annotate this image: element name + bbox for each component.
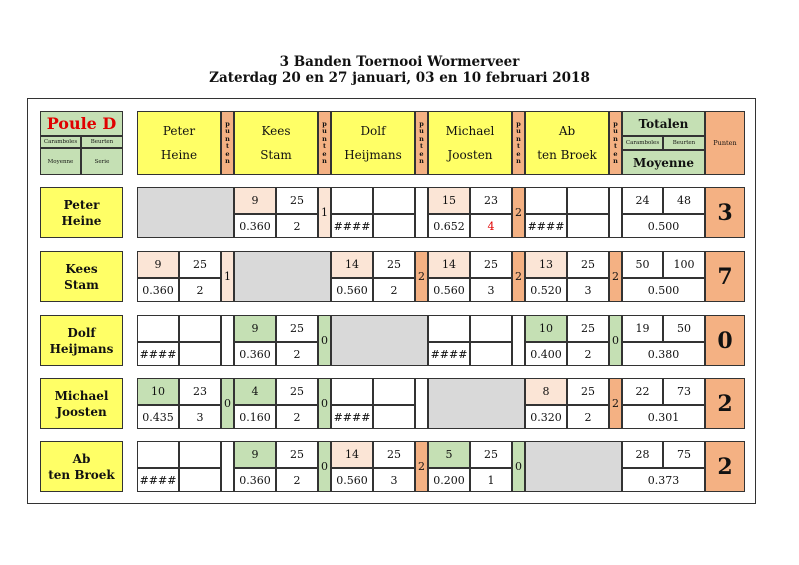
poule-title: Poule D <box>40 111 123 136</box>
punten-letter: t <box>516 142 520 150</box>
header-punten-1 <box>221 111 234 175</box>
match-caramboles: 5 <box>428 441 470 468</box>
match-punten: 1 <box>318 187 331 238</box>
header-totalen-caramboles: Caramboles <box>622 136 663 150</box>
punten-letter: n <box>322 134 327 143</box>
match-beurten: 25 <box>276 187 318 214</box>
match-beurten <box>470 315 512 342</box>
header-totalen-beurten: Beurten <box>663 136 705 150</box>
match-punten: 0 <box>512 441 525 492</box>
match-punten: 0 <box>318 378 331 429</box>
header-player-last: Heijmans <box>344 148 402 162</box>
match-beurten <box>373 378 415 405</box>
match-beurten: 25 <box>373 441 415 468</box>
match-punten: 0 <box>318 315 331 366</box>
match-caramboles <box>331 187 373 214</box>
match-punten: 2 <box>415 441 428 492</box>
match-serie: 3 <box>179 405 221 429</box>
match-serie: 2 <box>276 214 318 238</box>
total-caramboles: 22 <box>622 378 663 405</box>
total-beurten: 75 <box>663 441 705 468</box>
match-serie: 2 <box>567 405 609 429</box>
header-player-first: Peter <box>162 124 196 138</box>
match-beurten: 25 <box>470 251 512 278</box>
match-punten: 2 <box>512 187 525 238</box>
match-serie <box>179 468 221 492</box>
match-punten: 0 <box>318 441 331 492</box>
match-moyenne: 0.360 <box>234 342 276 366</box>
match-punten: 2 <box>609 378 622 429</box>
match-punten <box>221 441 234 492</box>
punten-letter: u <box>322 127 327 135</box>
match-moyenne: 0.360 <box>234 214 276 238</box>
match-serie <box>373 214 415 238</box>
row-player-last: Heijmans <box>49 341 114 356</box>
match-moyenne: 0.160 <box>234 405 276 429</box>
legend-moyenne: Moyenne <box>40 148 81 175</box>
match-serie: 2 <box>567 342 609 366</box>
match-punten: 0 <box>221 378 234 429</box>
match-caramboles: 14 <box>331 441 373 468</box>
punten-letter: p <box>516 119 521 128</box>
match-moyenne: 0.400 <box>525 342 567 366</box>
header-player-last: ten Broek <box>537 148 597 162</box>
header-punten-3 <box>415 111 428 175</box>
header-totalen-moyenne: Moyenne <box>622 150 705 175</box>
match-punten: 0 <box>609 315 622 366</box>
match-beurten: 25 <box>276 378 318 405</box>
legend-caramboles: Caramboles <box>40 136 81 148</box>
legend-serie: Serie <box>81 148 123 175</box>
legend-beurten: Beurten <box>81 136 123 148</box>
match-punten: 1 <box>221 251 234 302</box>
match-serie: 2 <box>276 342 318 366</box>
row-player-2 <box>40 251 123 302</box>
punten-letter: u <box>225 127 230 135</box>
match-beurten: 25 <box>179 251 221 278</box>
match-serie <box>567 214 609 238</box>
match-moyenne: #### <box>331 405 373 429</box>
total-moyenne: 0.373 <box>622 468 705 492</box>
match-serie <box>470 342 512 366</box>
match-caramboles: 15 <box>428 187 470 214</box>
match-serie: 2 <box>276 468 318 492</box>
match-moyenne: #### <box>137 468 179 492</box>
page-subtitle: Zaterdag 20 en 27 januari, 03 en 10 februari 2018 <box>209 70 590 86</box>
header-player-5 <box>525 111 609 175</box>
match-caramboles: 13 <box>525 251 567 278</box>
punten-letter: t <box>419 142 423 150</box>
match-moyenne: #### <box>428 342 470 366</box>
row-player-first: Dolf <box>67 325 96 340</box>
punten-letter: n <box>419 157 424 165</box>
match-moyenne: 0.520 <box>525 278 567 302</box>
match-caramboles <box>137 441 179 468</box>
header-player-first: Dolf <box>360 124 386 138</box>
match-caramboles <box>331 378 373 405</box>
punten-letter: e <box>613 149 618 158</box>
punten-letter: u <box>613 127 618 135</box>
row-player-first: Peter <box>63 197 100 212</box>
total-caramboles: 24 <box>622 187 663 214</box>
match-moyenne: 0.560 <box>331 468 373 492</box>
total-beurten: 50 <box>663 315 705 342</box>
match-beurten: 25 <box>567 251 609 278</box>
punten-letter: n <box>613 157 618 165</box>
match-caramboles: 14 <box>331 251 373 278</box>
match-beurten <box>567 187 609 214</box>
match-punten <box>221 315 234 366</box>
total-caramboles: 28 <box>622 441 663 468</box>
match-serie: 4 <box>470 214 512 238</box>
match-punten <box>609 187 622 238</box>
row-player-last: Stam <box>64 277 99 292</box>
match-beurten: 23 <box>470 187 512 214</box>
match-moyenne: 0.560 <box>428 278 470 302</box>
match-moyenne: 0.360 <box>137 278 179 302</box>
total-caramboles: 19 <box>622 315 663 342</box>
header-totalen: Totalen <box>622 111 705 136</box>
match-beurten: 23 <box>179 378 221 405</box>
match-beurten <box>179 441 221 468</box>
header-player-4 <box>428 111 512 175</box>
total-punten: 2 <box>705 378 745 429</box>
match-caramboles: 4 <box>234 378 276 405</box>
punten-letter: t <box>322 142 326 150</box>
total-punten: 7 <box>705 251 745 302</box>
match-caramboles <box>525 187 567 214</box>
header-player-2 <box>234 111 318 175</box>
match-punten <box>415 378 428 429</box>
row-player-first: Michael <box>54 388 109 403</box>
punten-letter: n <box>225 157 230 165</box>
match-moyenne: #### <box>137 342 179 366</box>
self-match-cell <box>525 441 622 492</box>
match-beurten <box>373 187 415 214</box>
match-caramboles: 9 <box>234 315 276 342</box>
header-punten-5 <box>609 111 622 175</box>
header-punten: Punten <box>705 111 745 175</box>
match-caramboles <box>428 315 470 342</box>
punten-letter: e <box>225 149 230 158</box>
match-beurten: 25 <box>470 441 512 468</box>
punten-letter: t <box>613 142 617 150</box>
match-caramboles: 9 <box>137 251 179 278</box>
match-moyenne: 0.435 <box>137 405 179 429</box>
match-caramboles: 10 <box>525 315 567 342</box>
match-moyenne: 0.560 <box>331 278 373 302</box>
match-serie: 2 <box>373 278 415 302</box>
header-player-first: Michael <box>445 124 495 138</box>
total-moyenne: 0.500 <box>622 278 705 302</box>
punten-letter: n <box>613 134 618 143</box>
punten-letter: u <box>419 127 424 135</box>
match-beurten: 25 <box>373 251 415 278</box>
total-punten: 0 <box>705 315 745 366</box>
match-beurten: 25 <box>567 378 609 405</box>
total-moyenne: 0.500 <box>622 214 705 238</box>
match-serie: 3 <box>567 278 609 302</box>
punten-letter: n <box>419 134 424 143</box>
match-moyenne: #### <box>331 214 373 238</box>
header-punten-2 <box>318 111 331 175</box>
match-caramboles: 10 <box>137 378 179 405</box>
match-serie: 3 <box>470 278 512 302</box>
punten-letter: n <box>322 157 327 165</box>
punten-letter: n <box>516 134 521 143</box>
match-moyenne: 0.200 <box>428 468 470 492</box>
header-player-last: Heine <box>160 148 198 162</box>
row-player-5 <box>40 441 123 492</box>
match-caramboles: 9 <box>234 187 276 214</box>
page-title: 3 Banden Toernooi Wormerveer <box>279 54 520 70</box>
row-player-last: Heine <box>61 213 102 228</box>
match-serie: 2 <box>179 278 221 302</box>
match-serie <box>179 342 221 366</box>
total-caramboles: 50 <box>622 251 663 278</box>
total-beurten: 48 <box>663 187 705 214</box>
self-match-cell <box>234 251 331 302</box>
punten-letter: p <box>322 119 327 128</box>
punten-letter: u <box>516 127 521 135</box>
row-player-last: Joosten <box>56 404 107 419</box>
match-caramboles: 14 <box>428 251 470 278</box>
total-punten: 2 <box>705 441 745 492</box>
row-player-4 <box>40 378 123 429</box>
header-player-3 <box>331 111 415 175</box>
header-player-last: Joosten <box>447 148 493 162</box>
match-beurten: 25 <box>276 315 318 342</box>
match-serie: 2 <box>276 405 318 429</box>
match-moyenne: 0.360 <box>234 468 276 492</box>
self-match-cell <box>331 315 428 366</box>
punten-letter: e <box>419 149 424 158</box>
punten-letter: p <box>225 119 230 128</box>
self-match-cell <box>428 378 525 429</box>
match-beurten <box>179 315 221 342</box>
match-caramboles: 9 <box>234 441 276 468</box>
row-player-1 <box>40 187 123 238</box>
self-match-cell <box>137 187 234 238</box>
total-moyenne: 0.380 <box>622 342 705 366</box>
punten-letter: p <box>419 119 424 128</box>
punten-letter: e <box>516 149 521 158</box>
match-serie: 1 <box>470 468 512 492</box>
header-player-last: Stam <box>260 148 292 162</box>
match-punten: 2 <box>415 251 428 302</box>
header-player-first: Kees <box>261 124 291 138</box>
row-player-last: ten Broek <box>48 467 115 482</box>
row-player-3 <box>40 315 123 366</box>
match-punten <box>415 187 428 238</box>
punten-letter: n <box>516 157 521 165</box>
row-player-first: Ab <box>72 451 91 466</box>
match-moyenne: #### <box>525 214 567 238</box>
match-punten: 2 <box>609 251 622 302</box>
match-beurten: 25 <box>276 441 318 468</box>
row-player-first: Kees <box>65 261 98 276</box>
total-beurten: 100 <box>663 251 705 278</box>
total-beurten: 73 <box>663 378 705 405</box>
match-moyenne: 0.652 <box>428 214 470 238</box>
total-moyenne: 0.301 <box>622 405 705 429</box>
punten-letter: t <box>225 142 229 150</box>
header-player-1 <box>137 111 221 175</box>
match-caramboles: 8 <box>525 378 567 405</box>
match-serie <box>373 405 415 429</box>
header-punten-4 <box>512 111 525 175</box>
total-punten: 3 <box>705 187 745 238</box>
match-punten <box>512 315 525 366</box>
match-punten: 2 <box>512 251 525 302</box>
header-player-first: Ab <box>558 124 576 138</box>
match-serie: 3 <box>373 468 415 492</box>
match-caramboles <box>137 315 179 342</box>
punten-letter: e <box>322 149 327 158</box>
match-beurten: 25 <box>567 315 609 342</box>
match-moyenne: 0.320 <box>525 405 567 429</box>
punten-letter: p <box>613 119 618 128</box>
punten-letter: n <box>225 134 230 143</box>
